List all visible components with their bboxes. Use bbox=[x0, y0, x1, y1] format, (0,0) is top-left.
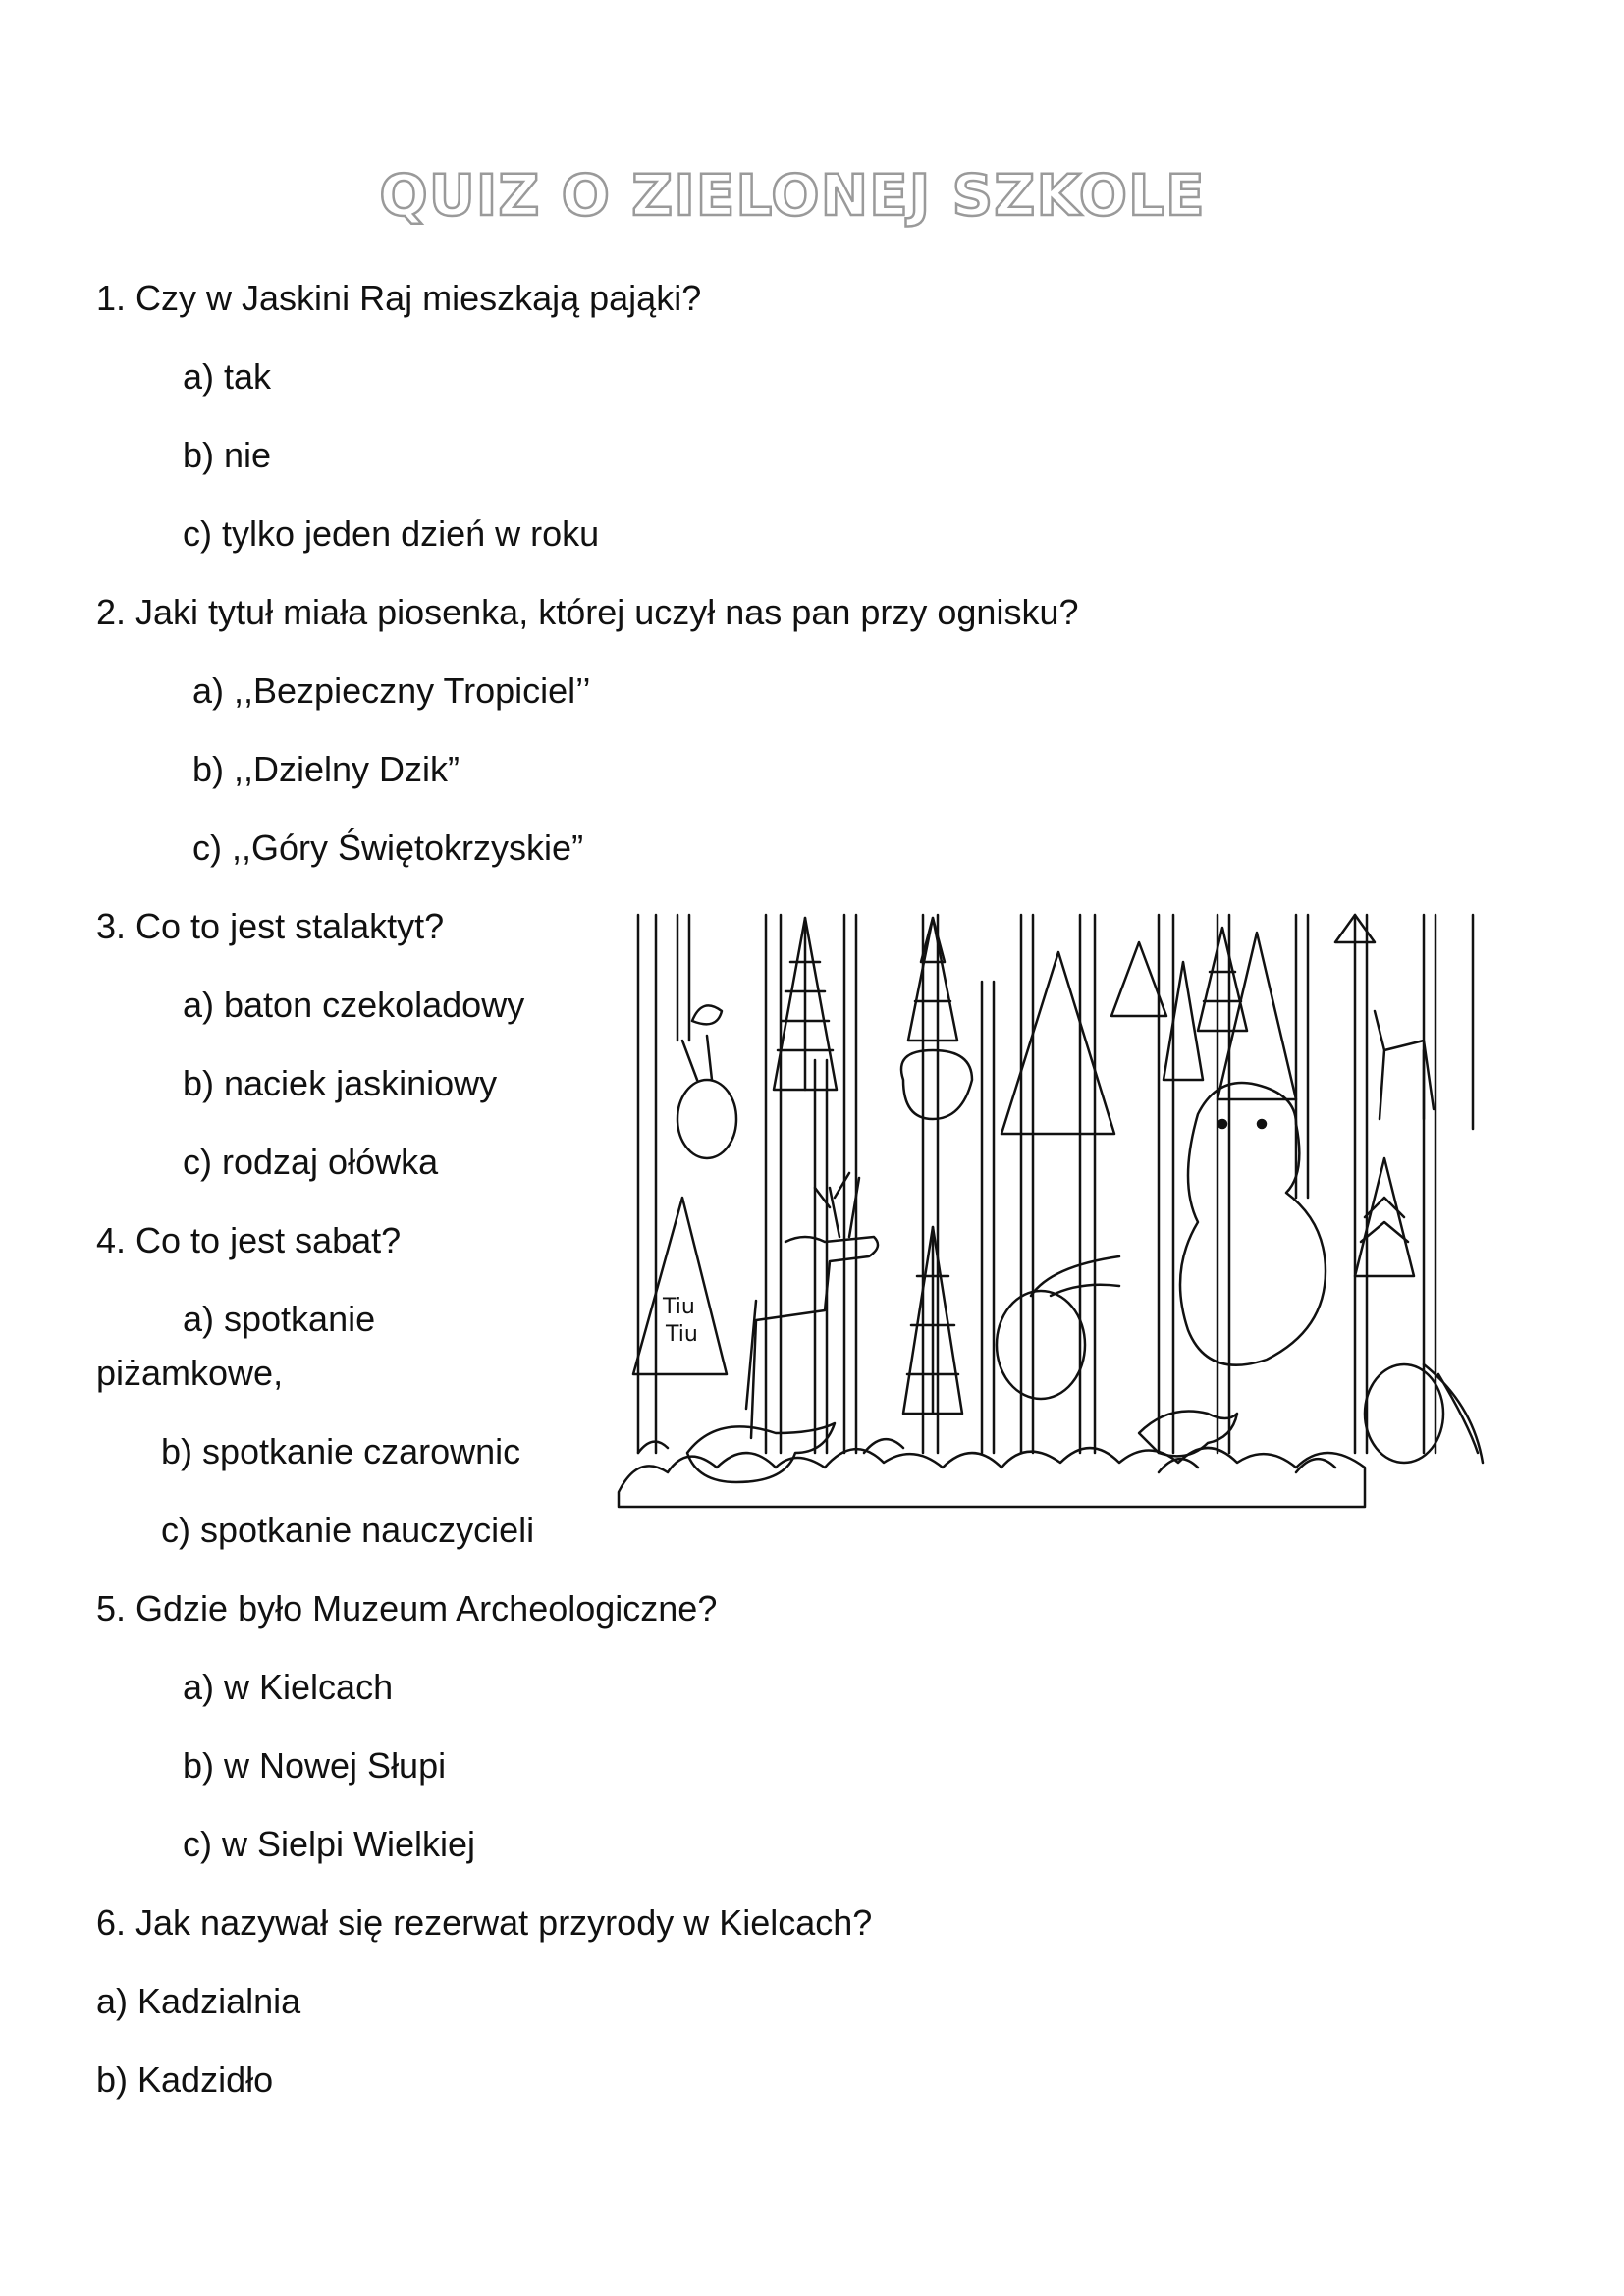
answer-6a: a) Kadzialnia bbox=[96, 1981, 301, 2021]
answer-5b: b) w Nowej Słupi bbox=[183, 1745, 447, 1786]
answer-4b: b) spotkanie czarownic bbox=[161, 1431, 521, 1471]
answer-1c: c) tylko jeden dzień w roku bbox=[183, 513, 600, 554]
answer-4a: a) spotkanie bbox=[183, 1299, 376, 1339]
answer-3a: a) baton czekoladowy bbox=[183, 985, 525, 1025]
question-2: 2. Jaki tytuł miała piosenka, której uczył nas pan przy ognisku? bbox=[96, 592, 1079, 632]
tree-trunks bbox=[638, 915, 1473, 1453]
forest-animals-illustration bbox=[609, 903, 1492, 1541]
answer-2c: c) ,,Góry Świętokrzyskie” bbox=[192, 828, 584, 868]
question-5: 5. Gdzie było Muzeum Archeologiczne? bbox=[96, 1588, 718, 1629]
answer-2a: a) ,,Bezpieczny Tropiciel’’ bbox=[192, 670, 591, 711]
sign-text-1: Tiu bbox=[663, 1295, 695, 1319]
answer-6b: b) Kadzidło bbox=[96, 2059, 274, 2100]
quiz-title: QUIZ O ZIELONEJ SZKOLE bbox=[379, 162, 1206, 229]
answer-5a: a) w Kielcach bbox=[183, 1667, 394, 1707]
answer-3c: c) rodzaj ołówka bbox=[183, 1142, 439, 1182]
question-6: 6. Jak nazywał się rezerwat przyrody w Kielcach? bbox=[96, 1902, 873, 1943]
answer-5c: c) w Sielpi Wielkiej bbox=[183, 1824, 476, 1864]
sign-text-2: Tiu bbox=[666, 1322, 698, 1347]
answer-2b: b) ,,Dzielny Dzik” bbox=[192, 749, 460, 789]
bushes bbox=[619, 1439, 1365, 1507]
answer-3b: b) naciek jaskiniowy bbox=[183, 1063, 498, 1103]
answer-4c: c) spotkanie nauczycieli bbox=[161, 1510, 535, 1550]
answer-1a: a) tak bbox=[183, 356, 272, 397]
answer-1b: b) nie bbox=[183, 435, 272, 475]
question-4: 4. Co to jest sabat? bbox=[96, 1220, 402, 1260]
answer-4a-continued: piżamkowe, bbox=[96, 1353, 284, 1393]
question-3: 3. Co to jest stalaktyt? bbox=[96, 906, 445, 946]
question-1: 1. Czy w Jaskini Raj mieszkają pająki? bbox=[96, 278, 702, 318]
